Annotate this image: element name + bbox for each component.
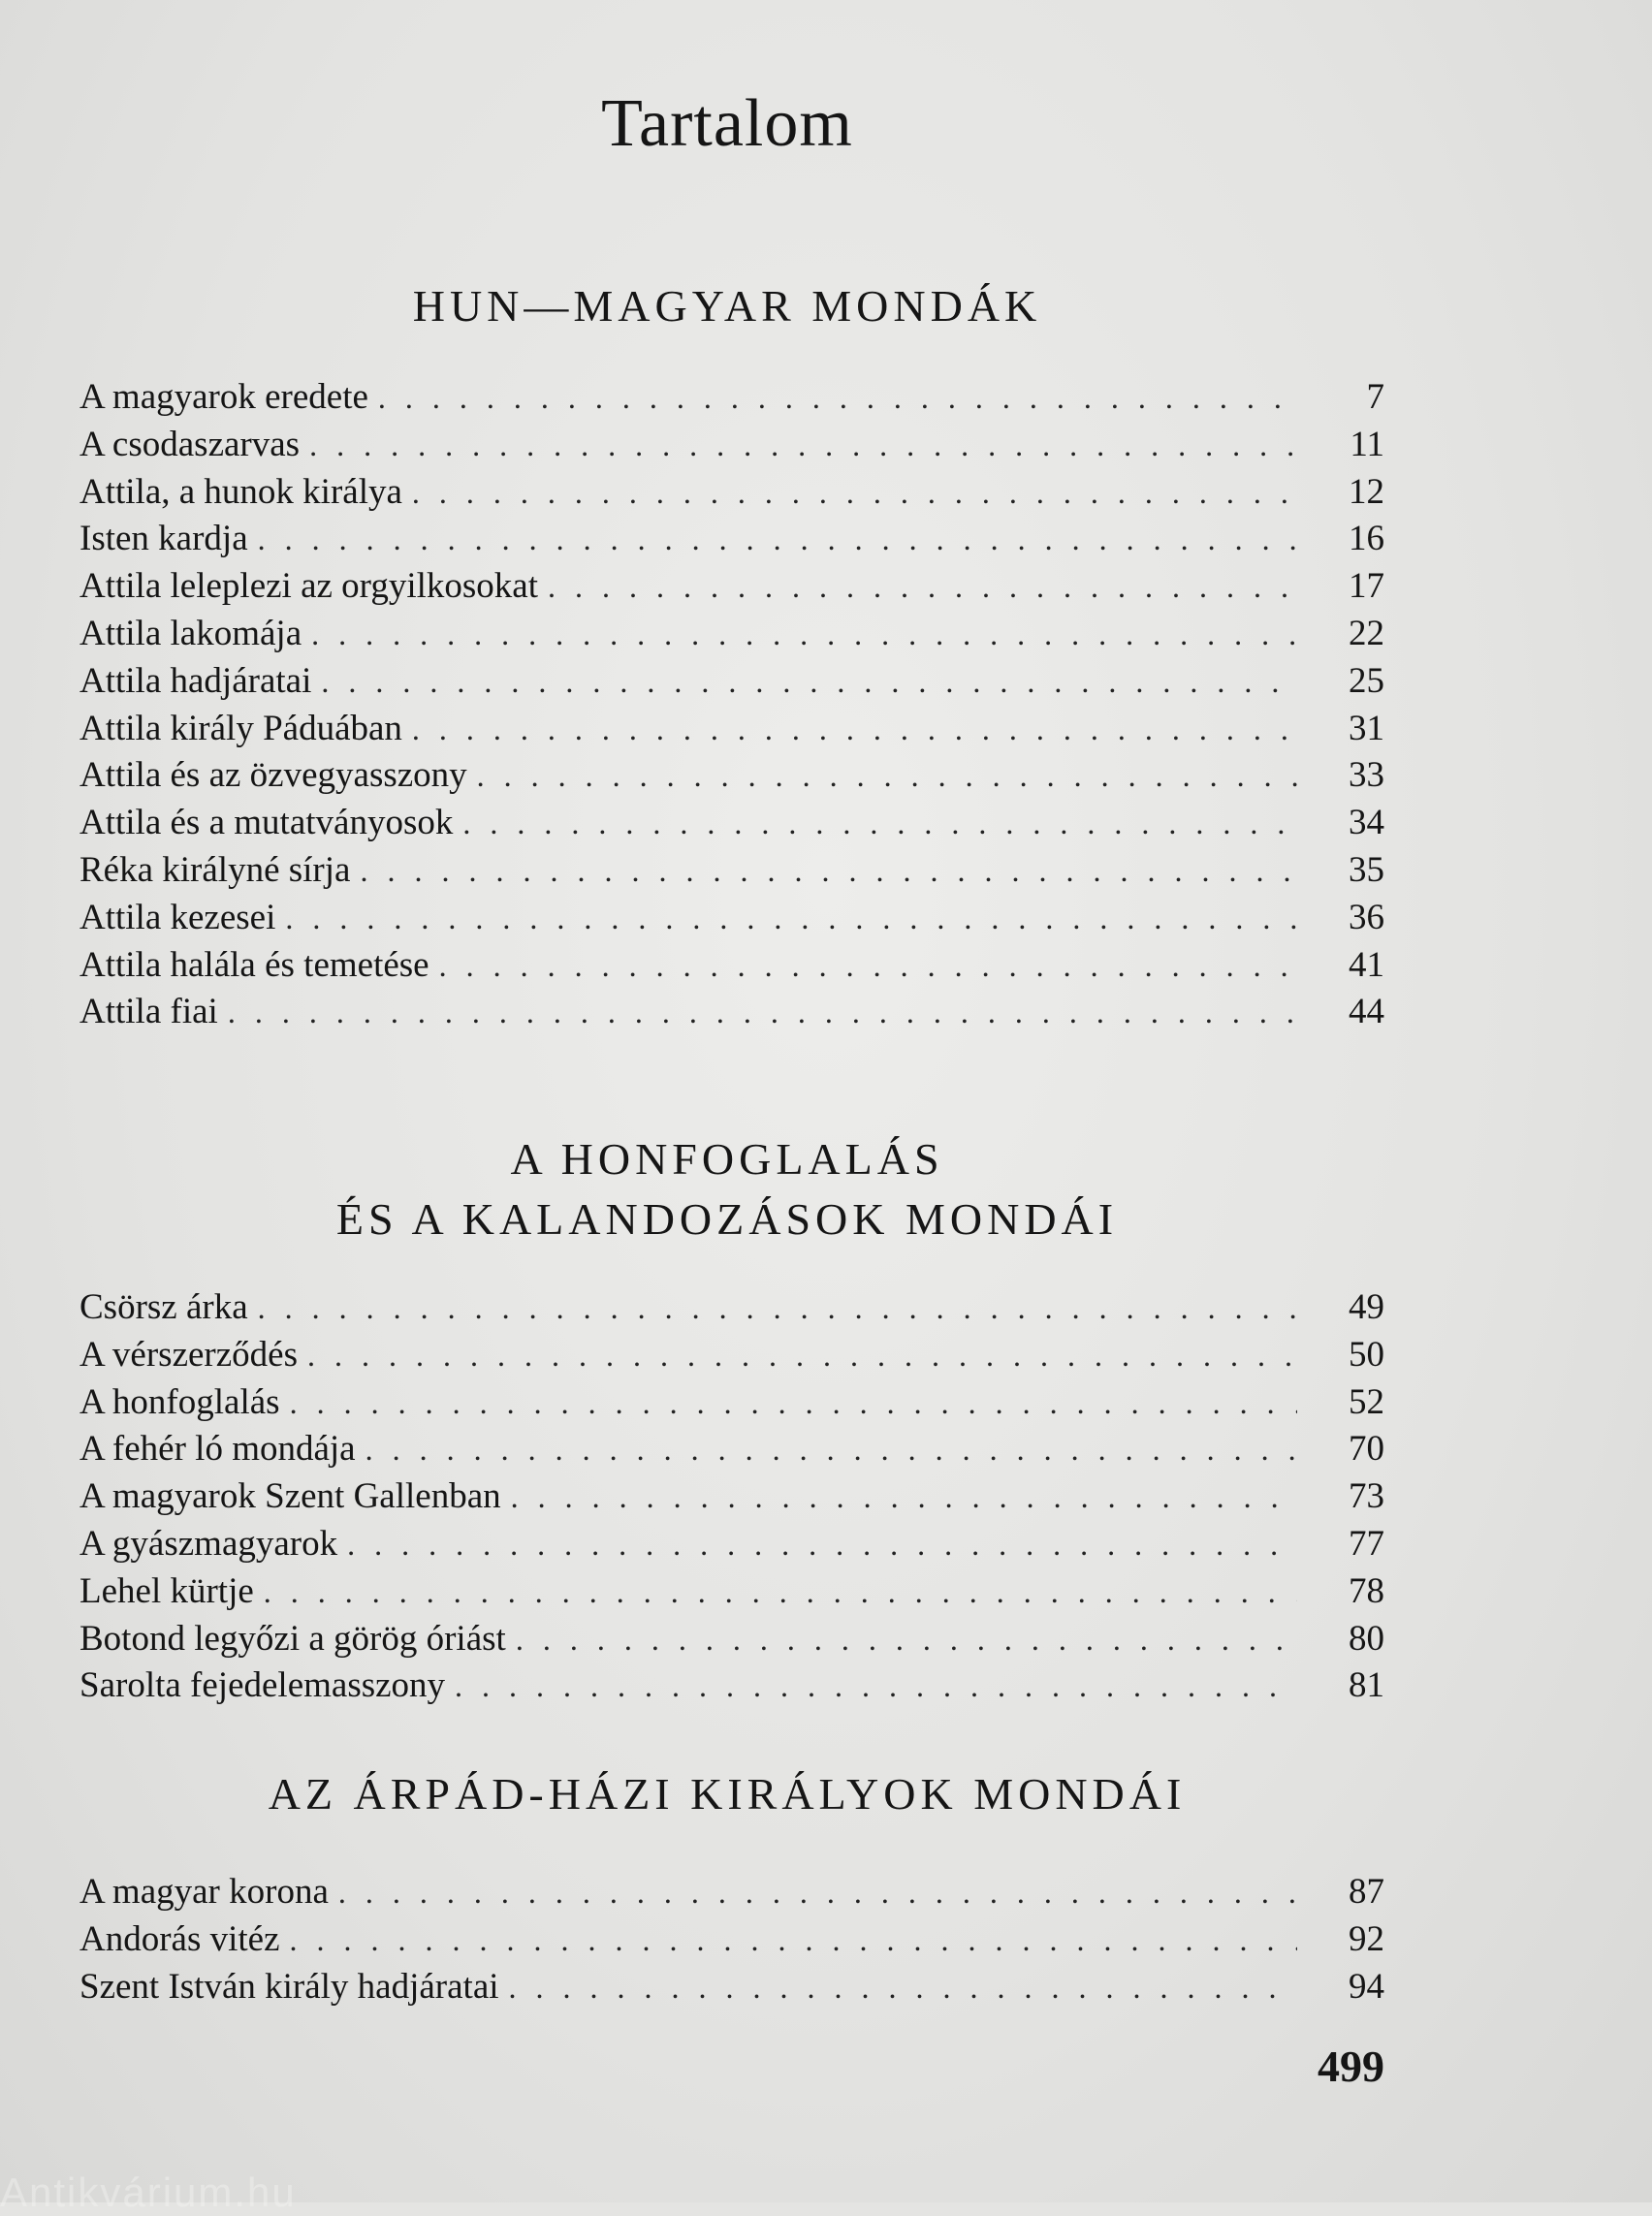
dot-leader — [285, 901, 1297, 936]
toc-entry-title: Botond legyőzi a görög óriást — [79, 1618, 506, 1659]
toc-entry-page: 50 — [1349, 1334, 1384, 1375]
watermark: Antikvárium.hu — [0, 2169, 297, 2215]
toc-entry-page: 25 — [1349, 660, 1384, 701]
toc-entry[interactable] — [79, 1286, 1384, 1334]
toc-entry[interactable] — [79, 802, 1384, 849]
toc-entry-page: 81 — [1349, 1665, 1384, 1706]
toc-entry[interactable] — [79, 1918, 1384, 1966]
toc-entry[interactable] — [79, 1664, 1384, 1712]
toc-entry-page: 7 — [1366, 377, 1384, 417]
section-heading-line: A HONFOGLALÁS — [510, 1134, 944, 1184]
toc-entry-title: Attila halála és temetése — [79, 944, 429, 985]
toc-entry[interactable] — [79, 897, 1384, 944]
toc-list-hun-magyar — [79, 376, 1384, 1038]
toc-entry-title: Isten kardja — [79, 519, 248, 559]
dot-leader — [477, 758, 1297, 794]
toc-entry-title: A fehér ló mondája — [79, 1429, 356, 1470]
toc-entry-title: Attila és az özvegyasszony — [79, 755, 467, 796]
toc-entry[interactable] — [79, 1570, 1384, 1618]
dot-leader — [511, 1479, 1297, 1515]
dot-leader — [321, 664, 1297, 700]
toc-entry-title: Attila király Páduában — [79, 708, 402, 748]
toc-entry-page: 22 — [1349, 613, 1384, 653]
toc-entry-page: 73 — [1349, 1476, 1384, 1517]
toc-entry[interactable] — [79, 1871, 1384, 1918]
toc-entry[interactable] — [79, 565, 1384, 613]
dot-leader — [455, 1668, 1297, 1704]
toc-entry-page: 34 — [1349, 803, 1384, 843]
toc-entry-title: A magyarok eredete — [79, 377, 368, 417]
section-heading-honfoglalas — [0, 1129, 1454, 1250]
toc-entry-title: Attila lakomája — [79, 613, 302, 653]
toc-entry[interactable] — [79, 944, 1384, 992]
section-heading-arpad-hazi — [0, 1764, 1454, 1824]
toc-list-honfoglalas — [79, 1286, 1384, 1712]
toc-entry[interactable] — [79, 1428, 1384, 1475]
toc-entry-title: A magyar korona — [79, 1872, 329, 1912]
section-heading-hun-magyar — [0, 276, 1454, 336]
page-title: Tartalom — [601, 86, 853, 161]
toc-entry-page: 70 — [1349, 1429, 1384, 1470]
section-heading-line: ÉS A KALANDOZÁSOK MONDÁI — [335, 1194, 1119, 1244]
dot-leader — [338, 1875, 1297, 1911]
toc-entry-page: 16 — [1349, 519, 1384, 559]
toc-entry[interactable] — [79, 1381, 1384, 1429]
toc-entry[interactable] — [79, 660, 1384, 708]
toc-entry-page: 33 — [1349, 755, 1384, 796]
toc-entry-title: Attila, a hunok királya — [79, 471, 402, 512]
toc-entry[interactable] — [79, 754, 1384, 802]
toc-entry[interactable] — [79, 708, 1384, 755]
toc-entry-page: 36 — [1349, 897, 1384, 937]
toc-list-arpad-hazi — [79, 1871, 1384, 2012]
toc-entry-page: 17 — [1349, 566, 1384, 607]
toc-entry-title: Attila leleplezi az orgyilkosokat — [79, 566, 538, 607]
toc-entry[interactable] — [79, 518, 1384, 565]
dot-leader — [311, 617, 1297, 652]
dot-leader — [264, 1574, 1297, 1610]
toc-entry-title: Csörsz árka — [79, 1287, 248, 1327]
toc-entry-page: 87 — [1349, 1872, 1384, 1912]
toc-entry-title: A magyarok Szent Gallenban — [79, 1476, 501, 1517]
dot-leader — [258, 1290, 1297, 1326]
toc-entry-title: Attila hadjáratai — [79, 660, 312, 701]
toc-entry-page: 77 — [1349, 1523, 1384, 1564]
toc-entry[interactable] — [79, 376, 1384, 424]
toc-entry-page: 92 — [1349, 1918, 1384, 1959]
toc-entry[interactable] — [79, 1334, 1384, 1381]
toc-entry-page: 44 — [1349, 992, 1384, 1032]
toc-entry[interactable] — [79, 471, 1384, 519]
toc-entry-page: 41 — [1349, 944, 1384, 985]
toc-entry-title: Andorás vitéz — [79, 1918, 280, 1959]
toc-entry[interactable] — [79, 1523, 1384, 1570]
dot-leader — [439, 948, 1297, 984]
dot-leader — [412, 712, 1297, 747]
toc-entry[interactable] — [79, 849, 1384, 897]
toc-entry[interactable] — [79, 991, 1384, 1038]
toc-entry-page: 12 — [1349, 471, 1384, 512]
dot-leader — [228, 995, 1297, 1030]
toc-entry[interactable] — [79, 1618, 1384, 1665]
dot-leader — [360, 853, 1297, 889]
dot-leader — [307, 1338, 1297, 1374]
toc-entry[interactable] — [79, 613, 1384, 660]
toc-entry-page: 49 — [1349, 1287, 1384, 1327]
toc-entry-title: A vérszerződés — [79, 1334, 298, 1375]
dot-leader — [365, 1432, 1297, 1468]
dot-leader — [347, 1527, 1297, 1563]
dot-leader — [412, 475, 1297, 511]
toc-entry-title: Lehel kürtje — [79, 1570, 254, 1611]
toc-entry-page: 35 — [1349, 849, 1384, 890]
toc-entry-page: 31 — [1349, 708, 1384, 748]
dot-leader — [290, 1922, 1297, 1958]
toc-entry-title: A honfoglalás — [79, 1381, 280, 1422]
toc-entry[interactable] — [79, 424, 1384, 471]
toc-entry[interactable] — [79, 1966, 1384, 2013]
dot-leader — [548, 569, 1297, 605]
toc-entry-title: Attila és a mutatványosok — [79, 803, 454, 843]
dot-leader — [516, 1622, 1297, 1658]
toc-entry-title: Szent István király hadjáratai — [79, 1966, 499, 2007]
dot-leader — [309, 427, 1297, 463]
toc-entry-title: Attila kezesei — [79, 897, 276, 937]
toc-entry-title: Réka királyné sírja — [79, 849, 351, 890]
toc-entry-page: 78 — [1349, 1570, 1384, 1611]
toc-entry-page: 80 — [1349, 1618, 1384, 1659]
toc-entry-title: Sarolta fejedelemasszony — [79, 1665, 446, 1706]
toc-entry-title: A csodaszarvas — [79, 424, 301, 464]
toc-entry-page: 52 — [1349, 1381, 1384, 1422]
dot-leader — [509, 1970, 1297, 2006]
dot-leader — [258, 522, 1297, 557]
dot-leader — [290, 1385, 1297, 1421]
toc-entry-title: A gyászmagyarok — [79, 1523, 338, 1564]
toc-entry[interactable] — [79, 1475, 1384, 1523]
dot-leader — [462, 806, 1297, 841]
toc-entry-page: 11 — [1350, 424, 1384, 464]
section-heading-line: HUN—MAGYAR MONDÁK — [412, 281, 1042, 331]
dot-leader — [378, 380, 1297, 416]
toc-entry-title: Attila fiai — [79, 992, 218, 1032]
page-number: 499 — [1318, 2042, 1384, 2091]
toc-entry-page: 94 — [1349, 1966, 1384, 2007]
section-heading-line: AZ ÁRPÁD-HÁZI KIRÁLYOK MONDÁI — [268, 1769, 1187, 1819]
